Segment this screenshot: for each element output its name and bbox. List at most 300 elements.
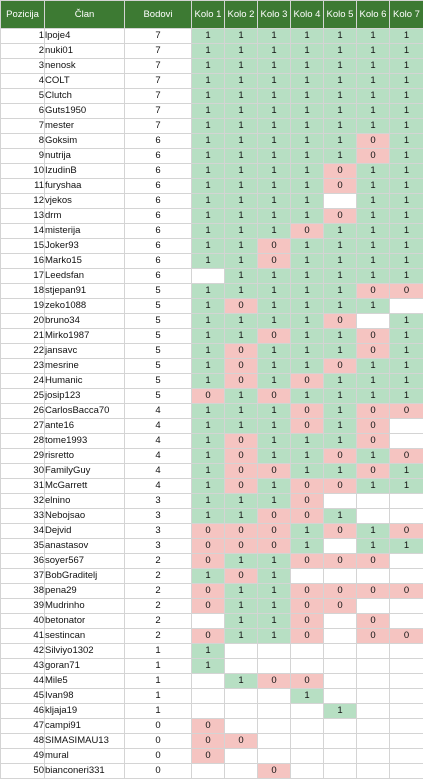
kolo-4-cell: 1 bbox=[291, 59, 324, 74]
header-kolo-4: Kolo 4 bbox=[291, 1, 324, 29]
kolo-5-cell: 1 bbox=[324, 269, 357, 284]
kolo-7-cell: 1 bbox=[390, 209, 423, 224]
member-name-cell: Clutch bbox=[45, 89, 125, 104]
points-cell: 1 bbox=[125, 644, 192, 659]
kolo-4-cell: 1 bbox=[291, 314, 324, 329]
table-row bbox=[1, 644, 423, 659]
member-name-cell: mester bbox=[45, 119, 125, 134]
kolo-4-cell: 1 bbox=[291, 299, 324, 314]
position-cell: 8 bbox=[1, 134, 45, 149]
kolo-7-cell bbox=[390, 599, 423, 614]
points-cell: 0 bbox=[125, 734, 192, 749]
member-name-cell: nuki01 bbox=[45, 44, 125, 59]
kolo-3-cell: 0 bbox=[258, 674, 291, 689]
kolo-4-cell bbox=[291, 659, 324, 674]
kolo-2-cell: 0 bbox=[225, 734, 258, 749]
kolo-5-cell: 1 bbox=[324, 254, 357, 269]
table-row bbox=[1, 674, 423, 689]
kolo-3-cell: 1 bbox=[258, 44, 291, 59]
kolo-7-cell: 1 bbox=[390, 539, 423, 554]
kolo-6-cell: 1 bbox=[357, 104, 390, 119]
kolo-2-cell: 0 bbox=[225, 344, 258, 359]
position-cell: 16 bbox=[1, 254, 45, 269]
kolo-4-cell: 1 bbox=[291, 29, 324, 44]
kolo-4-cell: 1 bbox=[291, 74, 324, 89]
kolo-2-cell: 1 bbox=[225, 329, 258, 344]
position-cell: 22 bbox=[1, 344, 45, 359]
kolo-2-cell: 1 bbox=[225, 164, 258, 179]
member-name-cell: stjepan91 bbox=[45, 284, 125, 299]
kolo-7-cell: 1 bbox=[390, 149, 423, 164]
header-bodovi: Bodovi bbox=[125, 1, 192, 29]
kolo-2-cell: 1 bbox=[225, 509, 258, 524]
position-cell: 10 bbox=[1, 164, 45, 179]
kolo-1-cell: 1 bbox=[192, 89, 225, 104]
kolo-7-cell bbox=[390, 764, 423, 779]
table-row bbox=[1, 149, 423, 164]
member-name-cell: Silviyo1302 bbox=[45, 644, 125, 659]
kolo-1-cell: 1 bbox=[192, 119, 225, 134]
kolo-3-cell: 1 bbox=[258, 29, 291, 44]
kolo-1-cell bbox=[192, 764, 225, 779]
kolo-1-cell: 0 bbox=[192, 554, 225, 569]
kolo-6-cell bbox=[357, 689, 390, 704]
kolo-1-cell: 1 bbox=[192, 449, 225, 464]
kolo-7-cell: 0 bbox=[390, 584, 423, 599]
position-cell: 34 bbox=[1, 524, 45, 539]
kolo-7-cell: 1 bbox=[390, 239, 423, 254]
kolo-1-cell: 1 bbox=[192, 569, 225, 584]
kolo-6-cell: 1 bbox=[357, 224, 390, 239]
kolo-2-cell: 0 bbox=[225, 464, 258, 479]
table-row bbox=[1, 719, 423, 734]
table-row bbox=[1, 659, 423, 674]
points-cell: 6 bbox=[125, 224, 192, 239]
position-cell: 23 bbox=[1, 359, 45, 374]
member-name-cell: bruno34 bbox=[45, 314, 125, 329]
table-row bbox=[1, 29, 423, 44]
position-cell: 7 bbox=[1, 119, 45, 134]
header-kolo-7: Kolo 7 bbox=[390, 1, 423, 29]
kolo-7-cell: 1 bbox=[390, 254, 423, 269]
kolo-4-cell: 1 bbox=[291, 269, 324, 284]
kolo-3-cell: 1 bbox=[258, 149, 291, 164]
table-row bbox=[1, 224, 423, 239]
kolo-6-cell: 0 bbox=[357, 464, 390, 479]
position-cell: 17 bbox=[1, 269, 45, 284]
kolo-4-cell: 0 bbox=[291, 419, 324, 434]
kolo-2-cell: 1 bbox=[225, 314, 258, 329]
kolo-5-cell: 0 bbox=[324, 179, 357, 194]
kolo-6-cell: 0 bbox=[357, 134, 390, 149]
position-cell: 36 bbox=[1, 554, 45, 569]
kolo-7-cell bbox=[390, 659, 423, 674]
points-cell: 5 bbox=[125, 329, 192, 344]
kolo-4-cell: 1 bbox=[291, 449, 324, 464]
table-row bbox=[1, 539, 423, 554]
kolo-3-cell: 1 bbox=[258, 359, 291, 374]
table-row bbox=[1, 164, 423, 179]
kolo-3-cell: 1 bbox=[258, 479, 291, 494]
kolo-6-cell bbox=[357, 509, 390, 524]
kolo-7-cell: 1 bbox=[390, 464, 423, 479]
kolo-1-cell bbox=[192, 674, 225, 689]
points-cell: 6 bbox=[125, 149, 192, 164]
kolo-2-cell: 1 bbox=[225, 194, 258, 209]
member-name-cell: lpoje4 bbox=[45, 29, 125, 44]
kolo-3-cell: 1 bbox=[258, 434, 291, 449]
kolo-2-cell: 1 bbox=[225, 629, 258, 644]
kolo-1-cell: 0 bbox=[192, 584, 225, 599]
kolo-6-cell bbox=[357, 659, 390, 674]
position-cell: 31 bbox=[1, 479, 45, 494]
kolo-2-cell: 1 bbox=[225, 149, 258, 164]
kolo-2-cell: 0 bbox=[225, 449, 258, 464]
member-name-cell: betonator bbox=[45, 614, 125, 629]
points-cell: 4 bbox=[125, 404, 192, 419]
position-cell: 27 bbox=[1, 419, 45, 434]
kolo-3-cell: 0 bbox=[258, 389, 291, 404]
kolo-1-cell: 1 bbox=[192, 179, 225, 194]
points-cell: 7 bbox=[125, 89, 192, 104]
points-cell: 2 bbox=[125, 614, 192, 629]
kolo-1-cell: 1 bbox=[192, 44, 225, 59]
points-cell: 6 bbox=[125, 134, 192, 149]
position-cell: 14 bbox=[1, 224, 45, 239]
kolo-1-cell: 1 bbox=[192, 374, 225, 389]
member-name-cell: Dejvid bbox=[45, 524, 125, 539]
kolo-4-cell: 1 bbox=[291, 284, 324, 299]
position-cell: 29 bbox=[1, 449, 45, 464]
kolo-6-cell: 0 bbox=[357, 554, 390, 569]
table-row bbox=[1, 314, 423, 329]
kolo-5-cell bbox=[324, 539, 357, 554]
kolo-4-cell: 1 bbox=[291, 149, 324, 164]
kolo-4-cell bbox=[291, 719, 324, 734]
kolo-3-cell: 1 bbox=[258, 104, 291, 119]
kolo-3-cell: 1 bbox=[258, 209, 291, 224]
kolo-5-cell: 1 bbox=[324, 149, 357, 164]
kolo-7-cell: 1 bbox=[390, 134, 423, 149]
kolo-1-cell: 0 bbox=[192, 749, 225, 764]
kolo-6-cell: 1 bbox=[357, 539, 390, 554]
kolo-5-cell: 1 bbox=[324, 284, 357, 299]
kolo-1-cell: 1 bbox=[192, 284, 225, 299]
points-cell: 2 bbox=[125, 584, 192, 599]
kolo-2-cell: 1 bbox=[225, 59, 258, 74]
kolo-3-cell: 0 bbox=[258, 509, 291, 524]
kolo-7-cell: 1 bbox=[390, 164, 423, 179]
position-cell: 18 bbox=[1, 284, 45, 299]
member-name-cell: zeko1088 bbox=[45, 299, 125, 314]
kolo-3-cell: 1 bbox=[258, 449, 291, 464]
kolo-7-cell: 1 bbox=[390, 29, 423, 44]
kolo-5-cell: 1 bbox=[324, 374, 357, 389]
points-cell: 1 bbox=[125, 689, 192, 704]
kolo-3-cell: 1 bbox=[258, 194, 291, 209]
kolo-2-cell: 0 bbox=[225, 524, 258, 539]
kolo-6-cell: 1 bbox=[357, 269, 390, 284]
position-cell: 41 bbox=[1, 629, 45, 644]
kolo-5-cell: 1 bbox=[324, 74, 357, 89]
kolo-5-cell: 1 bbox=[324, 89, 357, 104]
kolo-1-cell bbox=[192, 614, 225, 629]
kolo-6-cell: 0 bbox=[357, 434, 390, 449]
member-name-cell: FamilyGuy bbox=[45, 464, 125, 479]
kolo-6-cell bbox=[357, 569, 390, 584]
position-cell: 45 bbox=[1, 689, 45, 704]
points-cell: 0 bbox=[125, 749, 192, 764]
kolo-6-cell bbox=[357, 704, 390, 719]
table-row bbox=[1, 209, 423, 224]
points-cell: 3 bbox=[125, 524, 192, 539]
kolo-2-cell bbox=[225, 719, 258, 734]
points-cell: 2 bbox=[125, 599, 192, 614]
member-name-cell: sestincan bbox=[45, 629, 125, 644]
kolo-4-cell bbox=[291, 569, 324, 584]
table-row bbox=[1, 494, 423, 509]
kolo-2-cell: 1 bbox=[225, 179, 258, 194]
kolo-5-cell bbox=[324, 719, 357, 734]
kolo-5-cell bbox=[324, 629, 357, 644]
kolo-3-cell bbox=[258, 704, 291, 719]
kolo-4-cell: 0 bbox=[291, 674, 324, 689]
kolo-1-cell bbox=[192, 704, 225, 719]
kolo-5-cell: 1 bbox=[324, 44, 357, 59]
table-row bbox=[1, 614, 423, 629]
kolo-2-cell: 1 bbox=[225, 599, 258, 614]
kolo-7-cell: 1 bbox=[390, 224, 423, 239]
kolo-2-cell: 1 bbox=[225, 254, 258, 269]
table-row bbox=[1, 689, 423, 704]
kolo-6-cell: 1 bbox=[357, 299, 390, 314]
kolo-5-cell: 1 bbox=[324, 329, 357, 344]
points-cell: 2 bbox=[125, 629, 192, 644]
table-row bbox=[1, 119, 423, 134]
kolo-6-cell bbox=[357, 734, 390, 749]
points-cell: 6 bbox=[125, 164, 192, 179]
table-row bbox=[1, 59, 423, 74]
kolo-4-cell: 1 bbox=[291, 329, 324, 344]
table-row bbox=[1, 704, 423, 719]
kolo-1-cell: 1 bbox=[192, 509, 225, 524]
kolo-3-cell bbox=[258, 644, 291, 659]
kolo-6-cell: 1 bbox=[357, 59, 390, 74]
kolo-7-cell bbox=[390, 434, 423, 449]
kolo-1-cell: 1 bbox=[192, 344, 225, 359]
table-row bbox=[1, 554, 423, 569]
kolo-5-cell: 1 bbox=[324, 419, 357, 434]
kolo-4-cell: 1 bbox=[291, 179, 324, 194]
kolo-3-cell bbox=[258, 734, 291, 749]
kolo-1-cell: 1 bbox=[192, 149, 225, 164]
kolo-1-cell: 1 bbox=[192, 239, 225, 254]
member-name-cell: risretto bbox=[45, 449, 125, 464]
position-cell: 9 bbox=[1, 149, 45, 164]
points-cell: 6 bbox=[125, 179, 192, 194]
member-name-cell: kljaja19 bbox=[45, 704, 125, 719]
kolo-1-cell: 1 bbox=[192, 479, 225, 494]
header-pozicija: Pozicija bbox=[1, 1, 45, 29]
kolo-3-cell: 0 bbox=[258, 254, 291, 269]
kolo-3-cell: 1 bbox=[258, 629, 291, 644]
kolo-3-cell: 1 bbox=[258, 164, 291, 179]
kolo-5-cell bbox=[324, 689, 357, 704]
kolo-5-cell: 1 bbox=[324, 704, 357, 719]
member-name-cell: Goksim bbox=[45, 134, 125, 149]
member-name-cell: mesrine bbox=[45, 359, 125, 374]
points-cell: 3 bbox=[125, 494, 192, 509]
kolo-4-cell: 0 bbox=[291, 554, 324, 569]
points-cell: 7 bbox=[125, 119, 192, 134]
kolo-2-cell bbox=[225, 689, 258, 704]
points-cell: 5 bbox=[125, 344, 192, 359]
kolo-3-cell: 0 bbox=[258, 539, 291, 554]
kolo-4-cell: 1 bbox=[291, 134, 324, 149]
kolo-5-cell: 1 bbox=[324, 134, 357, 149]
table-row bbox=[1, 134, 423, 149]
kolo-4-cell: 0 bbox=[291, 494, 324, 509]
kolo-5-cell: 1 bbox=[324, 104, 357, 119]
member-name-cell: josip123 bbox=[45, 389, 125, 404]
kolo-3-cell: 1 bbox=[258, 59, 291, 74]
kolo-2-cell: 1 bbox=[225, 29, 258, 44]
table-row bbox=[1, 44, 423, 59]
kolo-5-cell bbox=[324, 494, 357, 509]
kolo-4-cell: 1 bbox=[291, 239, 324, 254]
points-cell: 4 bbox=[125, 464, 192, 479]
kolo-1-cell: 0 bbox=[192, 599, 225, 614]
position-cell: 15 bbox=[1, 239, 45, 254]
position-cell: 13 bbox=[1, 209, 45, 224]
kolo-1-cell: 0 bbox=[192, 734, 225, 749]
kolo-3-cell: 1 bbox=[258, 419, 291, 434]
table-row bbox=[1, 569, 423, 584]
header-clan: Član bbox=[45, 1, 125, 29]
kolo-6-cell: 0 bbox=[357, 284, 390, 299]
member-name-cell: COLT bbox=[45, 74, 125, 89]
points-cell: 2 bbox=[125, 554, 192, 569]
kolo-7-cell: 1 bbox=[390, 359, 423, 374]
member-name-cell: IzudinB bbox=[45, 164, 125, 179]
position-cell: 40 bbox=[1, 614, 45, 629]
table-row bbox=[1, 239, 423, 254]
kolo-1-cell: 0 bbox=[192, 389, 225, 404]
kolo-5-cell bbox=[324, 674, 357, 689]
kolo-4-cell bbox=[291, 749, 324, 764]
kolo-7-cell bbox=[390, 509, 423, 524]
points-cell: 4 bbox=[125, 449, 192, 464]
position-cell: 6 bbox=[1, 104, 45, 119]
kolo-4-cell: 0 bbox=[291, 404, 324, 419]
table-row bbox=[1, 749, 423, 764]
kolo-2-cell: 1 bbox=[225, 134, 258, 149]
member-name-cell: Mirko1987 bbox=[45, 329, 125, 344]
member-name-cell: Nebojsao bbox=[45, 509, 125, 524]
table-row bbox=[1, 374, 423, 389]
kolo-2-cell: 1 bbox=[225, 119, 258, 134]
member-name-cell: elnino bbox=[45, 494, 125, 509]
kolo-7-cell: 0 bbox=[390, 404, 423, 419]
kolo-7-cell: 0 bbox=[390, 524, 423, 539]
kolo-4-cell: 1 bbox=[291, 434, 324, 449]
kolo-1-cell bbox=[192, 689, 225, 704]
kolo-5-cell: 0 bbox=[324, 449, 357, 464]
points-cell: 1 bbox=[125, 674, 192, 689]
kolo-7-cell: 1 bbox=[390, 389, 423, 404]
member-name-cell: Ivan98 bbox=[45, 689, 125, 704]
member-name-cell: nutrija bbox=[45, 149, 125, 164]
kolo-5-cell: 1 bbox=[324, 239, 357, 254]
points-cell: 6 bbox=[125, 209, 192, 224]
kolo-3-cell: 1 bbox=[258, 584, 291, 599]
points-cell: 7 bbox=[125, 29, 192, 44]
kolo-6-cell: 1 bbox=[357, 29, 390, 44]
kolo-2-cell bbox=[225, 644, 258, 659]
table-row bbox=[1, 734, 423, 749]
position-cell: 48 bbox=[1, 734, 45, 749]
kolo-6-cell bbox=[357, 644, 390, 659]
member-name-cell: pena29 bbox=[45, 584, 125, 599]
kolo-2-cell: 1 bbox=[225, 419, 258, 434]
table-row bbox=[1, 584, 423, 599]
kolo-2-cell: 0 bbox=[225, 479, 258, 494]
member-name-cell: soyer567 bbox=[45, 554, 125, 569]
points-cell: 5 bbox=[125, 284, 192, 299]
kolo-5-cell: 1 bbox=[324, 224, 357, 239]
kolo-5-cell: 1 bbox=[324, 299, 357, 314]
kolo-1-cell bbox=[192, 269, 225, 284]
kolo-5-cell: 0 bbox=[324, 314, 357, 329]
member-name-cell: McGarrett bbox=[45, 479, 125, 494]
points-cell: 0 bbox=[125, 719, 192, 734]
points-cell: 7 bbox=[125, 104, 192, 119]
kolo-2-cell: 1 bbox=[225, 239, 258, 254]
kolo-6-cell: 1 bbox=[357, 74, 390, 89]
kolo-2-cell: 1 bbox=[225, 74, 258, 89]
kolo-1-cell: 0 bbox=[192, 629, 225, 644]
kolo-6-cell: 1 bbox=[357, 479, 390, 494]
kolo-7-cell: 1 bbox=[390, 329, 423, 344]
kolo-1-cell: 1 bbox=[192, 464, 225, 479]
kolo-3-cell: 1 bbox=[258, 269, 291, 284]
kolo-2-cell: 1 bbox=[225, 494, 258, 509]
kolo-4-cell: 1 bbox=[291, 464, 324, 479]
kolo-6-cell: 0 bbox=[357, 419, 390, 434]
kolo-2-cell bbox=[225, 764, 258, 779]
kolo-1-cell: 1 bbox=[192, 209, 225, 224]
kolo-3-cell: 1 bbox=[258, 224, 291, 239]
member-name-cell: Mudrinho bbox=[45, 599, 125, 614]
table-row bbox=[1, 389, 423, 404]
table-row bbox=[1, 434, 423, 449]
points-cell: 1 bbox=[125, 659, 192, 674]
kolo-6-cell: 0 bbox=[357, 329, 390, 344]
kolo-7-cell bbox=[390, 569, 423, 584]
kolo-3-cell bbox=[258, 689, 291, 704]
kolo-6-cell: 1 bbox=[357, 44, 390, 59]
kolo-4-cell: 0 bbox=[291, 509, 324, 524]
kolo-1-cell: 1 bbox=[192, 419, 225, 434]
table-row bbox=[1, 104, 423, 119]
kolo-6-cell: 1 bbox=[357, 389, 390, 404]
kolo-7-cell: 1 bbox=[390, 179, 423, 194]
header-kolo-5: Kolo 5 bbox=[324, 1, 357, 29]
kolo-3-cell bbox=[258, 749, 291, 764]
kolo-4-cell: 0 bbox=[291, 374, 324, 389]
member-name-cell: Joker93 bbox=[45, 239, 125, 254]
kolo-1-cell: 1 bbox=[192, 194, 225, 209]
